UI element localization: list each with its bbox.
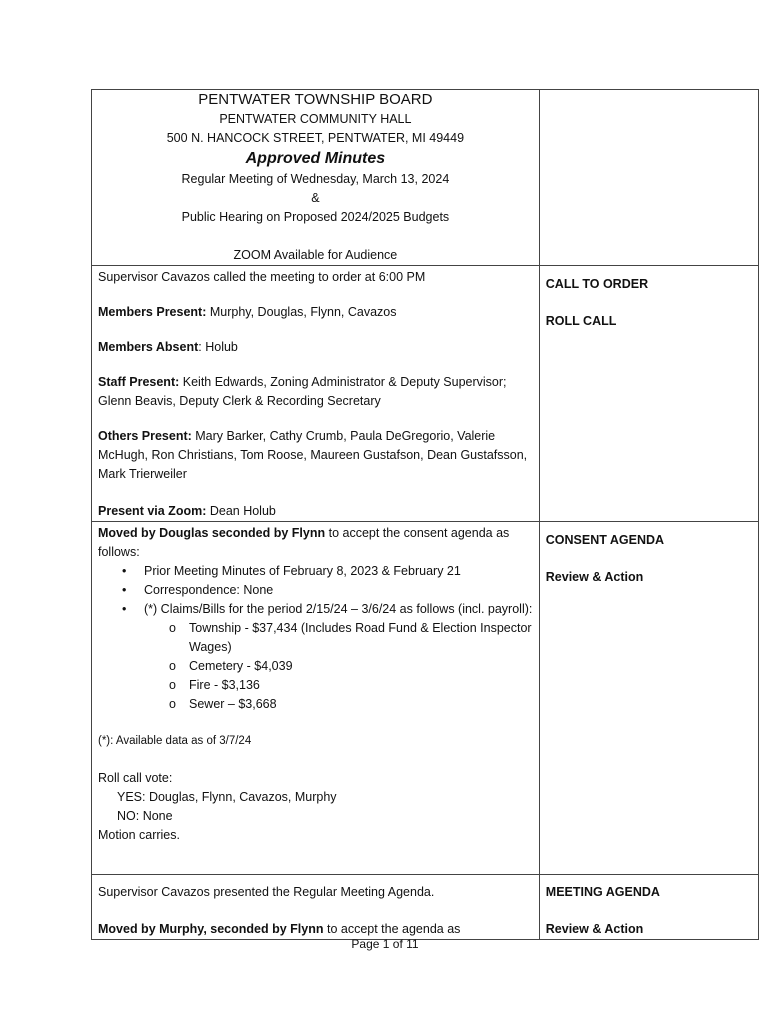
members-absent-names: : Holub <box>198 340 238 354</box>
meeting-line: Regular Meeting of Wednesday, March 13, 2024 <box>181 172 450 186</box>
members-present <box>98 303 533 322</box>
vote-yes: YES: Douglas, Flynn, Cavazos, Murphy <box>117 790 337 804</box>
staff-present-label: Staff Present: <box>98 375 180 389</box>
minutes-status: Approved Minutes <box>245 150 386 167</box>
claims-list <box>144 619 533 714</box>
meeting-agenda-row <box>92 875 759 940</box>
section-review-action-2: Review & Action <box>545 922 644 936</box>
agenda-motion-movers: Moved by Murphy, seconded by Flynn <box>98 922 324 936</box>
zoom-present <box>98 502 533 521</box>
zoom-present-label: Present via Zoom: <box>98 504 207 518</box>
board-title: PENTWATER TOWNSHIP BOARD <box>198 91 433 108</box>
others-present-label: Others Present: <box>98 429 192 443</box>
call-to-order-text: Supervisor Cavazos called the meeting to order at 6:00 PM <box>98 270 426 284</box>
claims-text: (*) Claims/Bills for the period 2/15/24 – 3/6/24 as follows (incl. payroll): <box>144 602 533 616</box>
header-row <box>92 90 759 266</box>
meeting-agenda-side <box>539 875 758 940</box>
motion-carries: Motion carries. <box>98 828 180 842</box>
section-review-action: Review & Action <box>545 570 644 584</box>
consent-motion-text: to accept the consent agenda as follows: <box>98 526 510 559</box>
members-absent-label: Members Absent <box>98 340 199 354</box>
list-item: • Prior Meeting Minutes of February 8, 2023 & February 21 <box>144 562 533 581</box>
section-meeting-agenda: MEETING AGENDA <box>545 885 660 899</box>
consent-motion-movers: Moved by Douglas seconded by Flynn <box>98 526 326 540</box>
members-absent <box>98 338 533 357</box>
hall-name: PENTWATER COMMUNITY HALL <box>219 112 412 126</box>
staff-present <box>98 373 533 411</box>
members-present-label: Members Present: <box>98 305 207 319</box>
others-present-names: Mary Barker, Cathy Crumb, Paula DeGregorio, Valerie McHugh, Ron Christians, Tom Roose, Maureen Gustafson, Dean Gustafsson, Mark Trierweiler <box>98 429 528 481</box>
meeting-agenda-text: Supervisor Cavazos presented the Regular Meeting Agenda. <box>98 885 435 899</box>
call-to-order-cell <box>92 266 540 522</box>
page-number: Page 1 of 11 <box>351 937 419 951</box>
agenda-motion-text: to accept the agenda as <box>323 922 461 936</box>
header-side-cell <box>539 90 758 266</box>
zoom-present-names: Dean Holub <box>206 504 276 518</box>
data-note: (*): Available data as of 3/7/24 <box>98 735 252 747</box>
consent-motion <box>98 524 533 562</box>
list-item: o Township - $37,434 (Includes Road Fund & Election Inspector Wages) <box>189 619 533 657</box>
call-to-order-side <box>539 266 758 522</box>
zoom-line: ZOOM Available for Audience <box>233 248 398 262</box>
section-consent-agenda: CONSENT AGENDA <box>545 533 665 547</box>
list-item: o Cemetery - $4,039 <box>189 657 533 676</box>
list-item: o Fire - $3,136 <box>189 676 533 695</box>
ampersand: & <box>311 191 320 205</box>
consent-cell <box>92 522 540 875</box>
hearing-line: Public Hearing on Proposed 2024/2025 Budgets <box>181 210 450 224</box>
section-call-to-order: CALL TO ORDER <box>545 277 649 291</box>
list-item: • Correspondence: None <box>144 581 533 600</box>
minutes-table <box>91 89 759 940</box>
list-item <box>144 600 533 714</box>
vote-no: NO: None <box>117 809 173 823</box>
others-present <box>98 427 533 484</box>
consent-row <box>92 522 759 875</box>
roll-call-vote: Roll call vote: <box>98 771 173 785</box>
header-cell <box>92 90 540 266</box>
consent-list <box>98 562 533 714</box>
call-to-order-row <box>92 266 759 522</box>
consent-side <box>539 522 758 875</box>
meeting-agenda-cell <box>92 875 540 940</box>
section-roll-call: ROLL CALL <box>545 314 617 328</box>
hall-address: 500 N. HANCOCK STREET, PENTWATER, MI 49449 <box>166 131 465 145</box>
list-item: o Sewer – $3,668 <box>189 695 533 714</box>
staff-present-names: Keith Edwards, Zoning Administrator & Deputy Supervisor; Glenn Beavis, Deputy Clerk & Recording Secretary <box>98 375 507 408</box>
members-present-names: Murphy, Douglas, Flynn, Cavazos <box>206 305 397 319</box>
